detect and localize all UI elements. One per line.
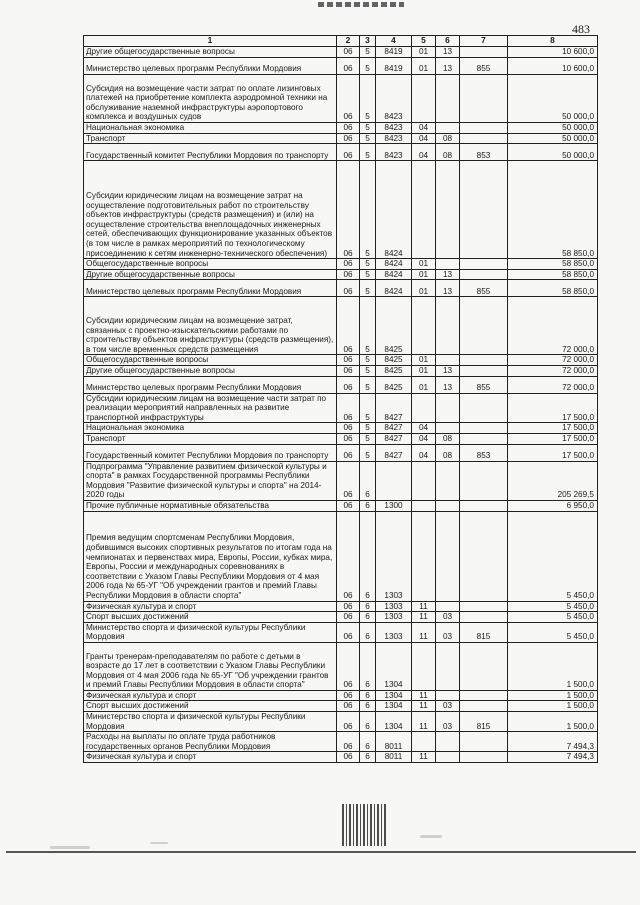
section-code: 06 — [337, 58, 360, 75]
subprogram-code: 5 — [360, 144, 376, 161]
section-code: 06 — [337, 622, 360, 642]
row-name: Прочие публичные нормативные обязательства — [84, 500, 337, 511]
scan-smudge — [150, 842, 168, 844]
table-row — [84, 355, 598, 366]
chapter-code: 01 — [412, 259, 436, 270]
target-code: 1304 — [376, 701, 412, 712]
subprogram-code: 5 — [360, 365, 376, 376]
target-code: 8419 — [376, 47, 412, 58]
subprogram-code: 6 — [360, 712, 376, 732]
row-name: Субсидия на возмещение части затрат по оплате лизинговых платежей на приобретение комплекта аэродромной техники на обслуживание наземной инфраструктуры аэропортового комплекса и воздушных судов — [84, 75, 337, 123]
amount-value: 72 000,0 — [508, 355, 598, 366]
admin-code — [460, 612, 508, 623]
section-code: 06 — [337, 423, 360, 434]
section-code: 06 — [337, 123, 360, 134]
subchapter-code — [436, 123, 460, 134]
amount-value: 17 500,0 — [508, 444, 598, 461]
section-code: 06 — [337, 511, 360, 601]
admin-code — [460, 701, 508, 712]
subprogram-code: 5 — [360, 376, 376, 393]
chapter-code: 04 — [412, 444, 436, 461]
section-code: 06 — [337, 355, 360, 366]
row-name: Министерство целевых программ Республики Мордовия — [84, 376, 337, 393]
chapter-code: 11 — [412, 690, 436, 701]
target-code: 1304 — [376, 642, 412, 690]
chapter-code: 01 — [412, 365, 436, 376]
chapter-code — [412, 642, 436, 690]
section-code: 06 — [337, 601, 360, 612]
chapter-code — [412, 161, 436, 259]
section-code: 06 — [337, 133, 360, 144]
amount-value: 1 500,0 — [508, 701, 598, 712]
row-name: Субсидии юридическим лицам на возмещение затрат на осуществление подготовительных работ по строительству объектов инфраструктуры (средств размещения) и (или) на осуществление строительства внеплощадочных инженерных сетей, обеспечивающих функционирование указанных объектов (в том числе в рамках мероприятий по технологическому присоединению к сетям инженерно-технического обеспечения) — [84, 161, 337, 259]
subprogram-code: 6 — [360, 690, 376, 701]
chapter-code: 04 — [412, 133, 436, 144]
admin-code — [460, 133, 508, 144]
chapter-code — [412, 75, 436, 123]
target-code: 8427 — [376, 444, 412, 461]
amount-value: 50 000,0 — [508, 123, 598, 134]
subchapter-code: 03 — [436, 712, 460, 732]
chapter-code: 11 — [412, 601, 436, 612]
subchapter-code: 13 — [436, 58, 460, 75]
chapter-code: 04 — [412, 123, 436, 134]
table-row — [84, 393, 598, 423]
amount-value: 17 500,0 — [508, 423, 598, 434]
scan-smudge — [420, 835, 442, 838]
section-code: 06 — [337, 280, 360, 297]
chapter-code: 01 — [412, 58, 436, 75]
amount-value: 5 450,0 — [508, 612, 598, 623]
table-row — [84, 690, 598, 701]
admin-code — [460, 732, 508, 752]
admin-code — [460, 365, 508, 376]
row-name: Общегосударственные вопросы — [84, 355, 337, 366]
subchapter-code: 03 — [436, 612, 460, 623]
target-code: 8427 — [376, 423, 412, 434]
target-code: 8423 — [376, 75, 412, 123]
admin-code — [460, 642, 508, 690]
subchapter-code: 03 — [436, 701, 460, 712]
row-name: Другие общегосударственные вопросы — [84, 47, 337, 58]
admin-code — [460, 161, 508, 259]
admin-code — [460, 690, 508, 701]
table-row — [84, 712, 598, 732]
column-header: 6 — [436, 36, 460, 47]
table-row — [84, 58, 598, 75]
admin-code: 815 — [460, 622, 508, 642]
table-row — [84, 701, 598, 712]
amount-value: 58 850,0 — [508, 269, 598, 280]
table-row — [84, 461, 598, 500]
column-header: 4 — [376, 36, 412, 47]
subchapter-code: 13 — [436, 269, 460, 280]
table-row — [84, 511, 598, 601]
table-row — [84, 444, 598, 461]
admin-code — [460, 433, 508, 444]
amount-value: 50 000,0 — [508, 75, 598, 123]
admin-code — [460, 393, 508, 423]
page-bottom-edge — [6, 851, 636, 853]
target-code: 8419 — [376, 58, 412, 75]
admin-code — [460, 423, 508, 434]
amount-value: 5 450,0 — [508, 601, 598, 612]
column-header: 3 — [360, 36, 376, 47]
amount-value: 10 600,0 — [508, 47, 598, 58]
table-row — [84, 500, 598, 511]
chapter-code: 11 — [412, 712, 436, 732]
chapter-code — [412, 297, 436, 355]
subchapter-code: 08 — [436, 444, 460, 461]
chapter-code: 04 — [412, 423, 436, 434]
amount-value: 17 500,0 — [508, 393, 598, 423]
admin-code — [460, 75, 508, 123]
amount-value: 5 450,0 — [508, 511, 598, 601]
chapter-code: 04 — [412, 433, 436, 444]
chapter-code: 01 — [412, 269, 436, 280]
section-code: 06 — [337, 393, 360, 423]
subprogram-code: 6 — [360, 500, 376, 511]
subchapter-code — [436, 75, 460, 123]
admin-code — [460, 269, 508, 280]
table-row — [84, 75, 598, 123]
row-name: Министерство спорта и физической культуры Республики Мордовия — [84, 712, 337, 732]
subprogram-code: 6 — [360, 752, 376, 763]
subprogram-code: 5 — [360, 123, 376, 134]
subprogram-code: 5 — [360, 355, 376, 366]
column-header: 8 — [508, 36, 598, 47]
row-name: Министерство целевых программ Республики Мордовия — [84, 58, 337, 75]
target-code: 8424 — [376, 259, 412, 270]
subchapter-code: 13 — [436, 280, 460, 297]
subprogram-code: 6 — [360, 701, 376, 712]
scan-smudge — [50, 846, 90, 849]
section-code: 06 — [337, 461, 360, 500]
chapter-code: 01 — [412, 47, 436, 58]
target-code: 8425 — [376, 297, 412, 355]
subprogram-code: 5 — [360, 161, 376, 259]
subchapter-code — [436, 393, 460, 423]
amount-value: 50 000,0 — [508, 133, 598, 144]
target-code: 1303 — [376, 511, 412, 601]
target-code: 8011 — [376, 732, 412, 752]
amount-value: 1 500,0 — [508, 712, 598, 732]
chapter-code — [412, 500, 436, 511]
subchapter-code: 13 — [436, 376, 460, 393]
amount-value: 7 494,3 — [508, 732, 598, 752]
subchapter-code: 08 — [436, 144, 460, 161]
target-code: 8427 — [376, 393, 412, 423]
table-row — [84, 376, 598, 393]
subchapter-code — [436, 601, 460, 612]
table-row — [84, 433, 598, 444]
subchapter-code — [436, 642, 460, 690]
amount-value: 50 000,0 — [508, 144, 598, 161]
row-name: Государственный комитет Республики Мордовия по транспорту — [84, 144, 337, 161]
chapter-code — [412, 461, 436, 500]
admin-code: 815 — [460, 712, 508, 732]
amount-value: 1 500,0 — [508, 642, 598, 690]
target-code: 8423 — [376, 133, 412, 144]
section-code: 06 — [337, 269, 360, 280]
row-name: Национальная экономика — [84, 423, 337, 434]
subchapter-code: 08 — [436, 133, 460, 144]
chapter-code: 04 — [412, 144, 436, 161]
scan-top-mark — [318, 2, 404, 7]
subchapter-code — [436, 461, 460, 500]
amount-value: 7 494,3 — [508, 752, 598, 763]
subchapter-code — [436, 423, 460, 434]
table-row — [84, 423, 598, 434]
row-name: Транспорт — [84, 133, 337, 144]
subchapter-code — [436, 355, 460, 366]
row-name: Физическая культура и спорт — [84, 690, 337, 701]
row-name: Другие общегосударственные вопросы — [84, 365, 337, 376]
target-code — [376, 461, 412, 500]
subprogram-code: 6 — [360, 511, 376, 601]
admin-code — [460, 601, 508, 612]
row-name: Физическая культура и спорт — [84, 752, 337, 763]
page-number: 483 — [572, 22, 590, 36]
row-name: Расходы на выплаты по оплате труда работников государственных органов Республики Мордовия — [84, 732, 337, 752]
amount-value: 1 500,0 — [508, 690, 598, 701]
row-name: Национальная экономика — [84, 123, 337, 134]
admin-code — [460, 123, 508, 134]
subprogram-code: 5 — [360, 259, 376, 270]
subprogram-code: 5 — [360, 58, 376, 75]
amount-value: 72 000,0 — [508, 376, 598, 393]
table-row — [84, 161, 598, 259]
target-code: 1304 — [376, 712, 412, 732]
amount-value: 6 950,0 — [508, 500, 598, 511]
column-header: 5 — [412, 36, 436, 47]
target-code: 8423 — [376, 144, 412, 161]
row-name: Общегосударственные вопросы — [84, 259, 337, 270]
chapter-code — [412, 393, 436, 423]
section-code: 06 — [337, 712, 360, 732]
subchapter-code — [436, 161, 460, 259]
target-code: 8424 — [376, 161, 412, 259]
admin-code — [460, 297, 508, 355]
table-row — [84, 642, 598, 690]
target-code: 8425 — [376, 355, 412, 366]
row-name: Спорт высших достижений — [84, 701, 337, 712]
amount-value: 5 450,0 — [508, 622, 598, 642]
subchapter-code — [436, 690, 460, 701]
chapter-code: 01 — [412, 280, 436, 297]
target-code: 8011 — [376, 752, 412, 763]
table-row — [84, 259, 598, 270]
admin-code — [460, 47, 508, 58]
table-row — [84, 752, 598, 763]
chapter-code: 11 — [412, 752, 436, 763]
subprogram-code: 5 — [360, 280, 376, 297]
target-code: 1303 — [376, 622, 412, 642]
subprogram-code: 6 — [360, 461, 376, 500]
table-row — [84, 144, 598, 161]
admin-code — [460, 500, 508, 511]
subprogram-code: 5 — [360, 47, 376, 58]
column-header: 2 — [337, 36, 360, 47]
subprogram-code: 5 — [360, 133, 376, 144]
subprogram-code: 6 — [360, 601, 376, 612]
admin-code: 855 — [460, 376, 508, 393]
amount-value: 17 500,0 — [508, 433, 598, 444]
table-header-row — [84, 36, 598, 47]
subprogram-code: 5 — [360, 75, 376, 123]
chapter-code: 11 — [412, 701, 436, 712]
amount-value: 58 850,0 — [508, 280, 598, 297]
chapter-code: 01 — [412, 355, 436, 366]
section-code: 06 — [337, 752, 360, 763]
subprogram-code: 6 — [360, 622, 376, 642]
amount-value: 58 850,0 — [508, 161, 598, 259]
amount-value: 72 000,0 — [508, 365, 598, 376]
subprogram-code: 5 — [360, 269, 376, 280]
admin-code: 853 — [460, 144, 508, 161]
target-code: 8427 — [376, 433, 412, 444]
admin-code — [460, 511, 508, 601]
row-name: Министерство целевых программ Республики Мордовия — [84, 280, 337, 297]
subchapter-code — [436, 297, 460, 355]
section-code: 06 — [337, 144, 360, 161]
admin-code — [460, 259, 508, 270]
target-code: 8425 — [376, 376, 412, 393]
subchapter-code — [436, 511, 460, 601]
chapter-code: 11 — [412, 622, 436, 642]
section-code: 06 — [337, 75, 360, 123]
subchapter-code: 03 — [436, 622, 460, 642]
target-code: 1300 — [376, 500, 412, 511]
section-code: 06 — [337, 732, 360, 752]
admin-code: 855 — [460, 280, 508, 297]
row-name: Субсидии юридическим лицам на возмещение затрат, связанных с проектно-изыскательскими работами по строительству объектов инфраструктуры (средств размещения), в том числе временных средств размещения — [84, 297, 337, 355]
budget-table-container — [83, 35, 597, 763]
section-code: 06 — [337, 500, 360, 511]
row-name: Субсидии юридическим лицам на возмещение части затрат по реализации мероприятий направленных на развитие транспортной инфраструктуры — [84, 393, 337, 423]
admin-code — [460, 752, 508, 763]
subprogram-code: 6 — [360, 642, 376, 690]
section-code: 06 — [337, 365, 360, 376]
subchapter-code — [436, 732, 460, 752]
subchapter-code: 13 — [436, 365, 460, 376]
subprogram-code: 5 — [360, 433, 376, 444]
table-row — [84, 612, 598, 623]
row-name: Министерство спорта и физической культуры Республики Мордовия — [84, 622, 337, 642]
section-code: 06 — [337, 642, 360, 690]
subchapter-code: 08 — [436, 433, 460, 444]
subprogram-code: 5 — [360, 444, 376, 461]
row-name: Премия ведущим спортсменам Республики Мордовия, добившимся высоких спортивных результатов по итогам года на чемпионатах и первенствах мира, Европы, России, кубках мира, Европы, России и международных соревнованиях в соответствии с Указом Главы Республики Мордовия от 4 мая 2006 года № 65-УГ "Об учреждении грантов и премий Главы Республики Мордовия в области спорта" — [84, 511, 337, 601]
row-name: Транспорт — [84, 433, 337, 444]
column-header: 7 — [460, 36, 508, 47]
admin-code: 853 — [460, 444, 508, 461]
subchapter-code — [436, 752, 460, 763]
target-code: 8424 — [376, 269, 412, 280]
chapter-code — [412, 732, 436, 752]
table-row — [84, 123, 598, 134]
row-name: Государственный комитет Республики Мордовия по транспорту — [84, 444, 337, 461]
subchapter-code — [436, 259, 460, 270]
table-row — [84, 365, 598, 376]
column-header: 1 — [84, 36, 337, 47]
table-row — [84, 732, 598, 752]
section-code: 06 — [337, 297, 360, 355]
subprogram-code: 5 — [360, 297, 376, 355]
target-code: 1303 — [376, 601, 412, 612]
admin-code — [460, 355, 508, 366]
chapter-code: 01 — [412, 376, 436, 393]
table-row — [84, 269, 598, 280]
section-code: 06 — [337, 161, 360, 259]
subprogram-code: 5 — [360, 393, 376, 423]
table-row — [84, 280, 598, 297]
target-code: 8425 — [376, 365, 412, 376]
table-row — [84, 622, 598, 642]
amount-value: 205 269,5 — [508, 461, 598, 500]
target-code: 1304 — [376, 690, 412, 701]
section-code: 06 — [337, 433, 360, 444]
amount-value: 58 850,0 — [508, 259, 598, 270]
section-code: 06 — [337, 259, 360, 270]
admin-code: 855 — [460, 58, 508, 75]
section-code: 06 — [337, 376, 360, 393]
row-name: Подпрограмма "Управление развитием физической культуры и спорта" в рамках Государственной программы Республики Мордовия "Развитие физической культуры и спорта" на 2014-2020 годы — [84, 461, 337, 500]
target-code: 8424 — [376, 280, 412, 297]
section-code: 06 — [337, 444, 360, 461]
row-name: Физическая культура и спорт — [84, 601, 337, 612]
table-row — [84, 297, 598, 355]
chapter-code: 11 — [412, 612, 436, 623]
chapter-code — [412, 511, 436, 601]
scan-barcode-mark — [342, 804, 386, 846]
target-code: 8423 — [376, 123, 412, 134]
amount-value: 10 600,0 — [508, 58, 598, 75]
table-row — [84, 601, 598, 612]
subprogram-code: 6 — [360, 612, 376, 623]
table-row — [84, 133, 598, 144]
section-code: 06 — [337, 690, 360, 701]
subprogram-code: 5 — [360, 423, 376, 434]
budget-table — [83, 35, 598, 763]
table-row — [84, 47, 598, 58]
section-code: 06 — [337, 612, 360, 623]
admin-code — [460, 461, 508, 500]
row-name: Спорт высших достижений — [84, 612, 337, 623]
amount-value: 72 000,0 — [508, 297, 598, 355]
row-name: Гранты тренерам-преподавателям по работе с детьми в возрасте до 17 лет в соответствии с Указом Главы Республики Мордовия от 4 мая 2006 года № 65-УГ "Об учреждении грантов и премий Главы Республики Мордовия в области спорта" — [84, 642, 337, 690]
subchapter-code — [436, 500, 460, 511]
section-code: 06 — [337, 47, 360, 58]
row-name: Другие общегосударственные вопросы — [84, 269, 337, 280]
subchapter-code: 13 — [436, 47, 460, 58]
section-code: 06 — [337, 701, 360, 712]
subprogram-code: 6 — [360, 732, 376, 752]
target-code: 1303 — [376, 612, 412, 623]
